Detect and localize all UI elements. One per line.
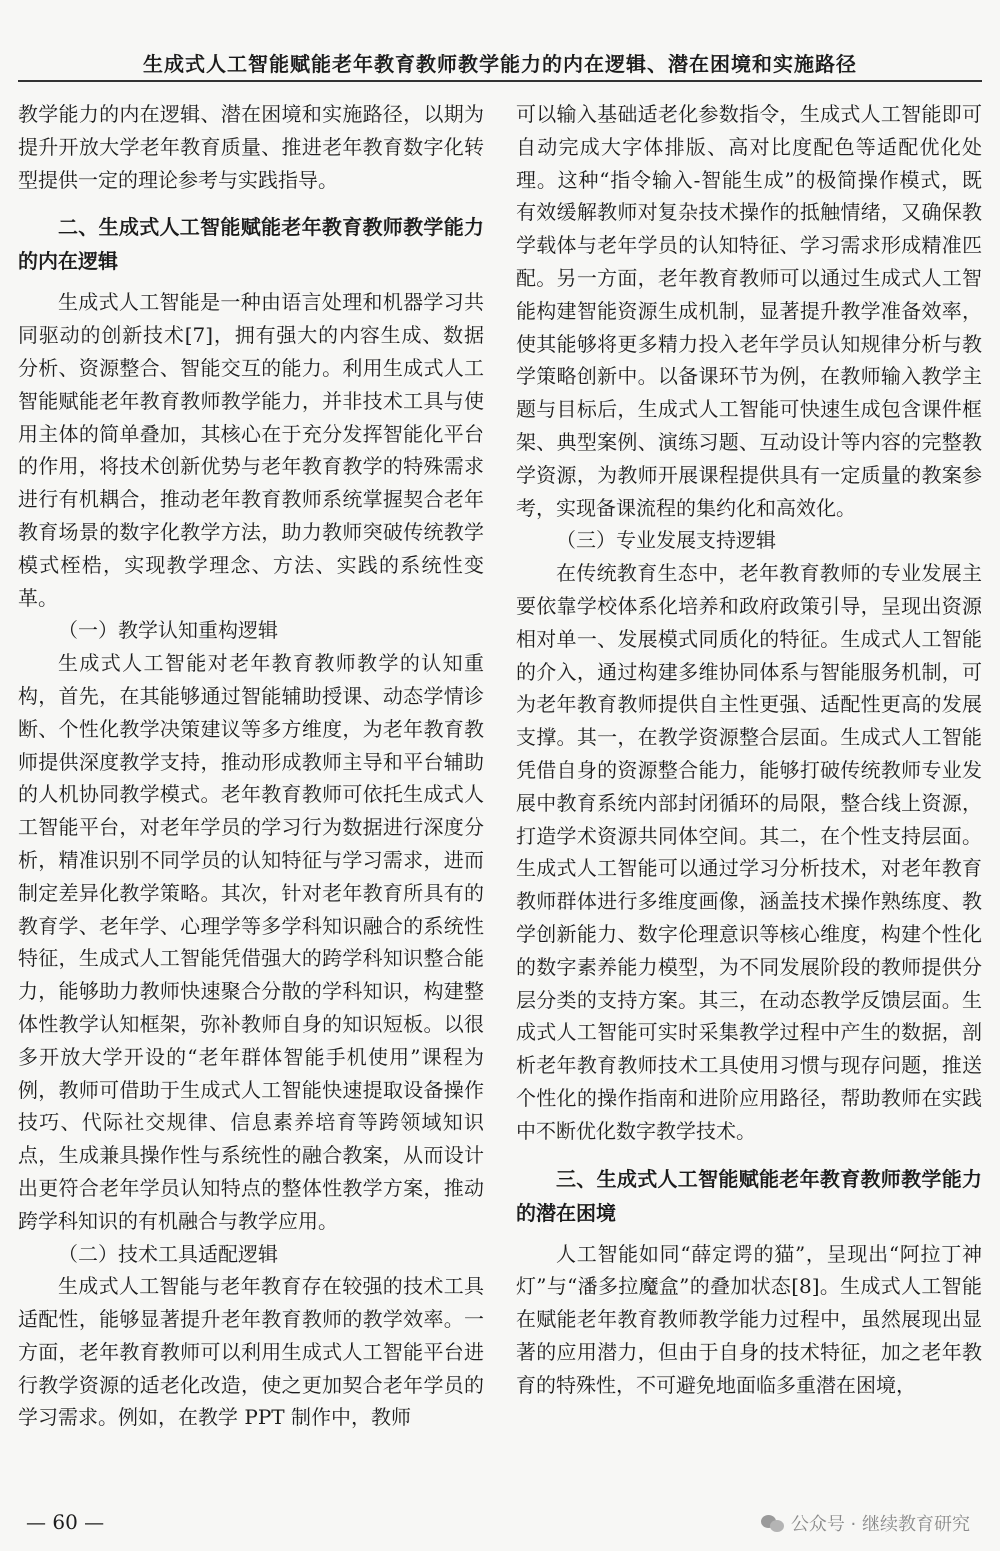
wechat-icon xyxy=(761,1513,785,1533)
left-column xyxy=(18,98,484,1434)
header-rule xyxy=(18,80,982,82)
page-number: — 60 — xyxy=(26,1510,105,1534)
section-two-paragraph: 生成式人工智能是一种由语言处理和机器学习共同驱动的创新技术[7]，拥有强大的内容生成、数据分析、资源整合、智能交互的能力。利用生成式人工智能赋能老年教育教师教学能力，并非技术工具与使用主体的简单叠加，其核心在于充分发挥智能化平台的作用，将技术创新优势与老年教育教学的特殊需求进行有机耦合，推动老年教育教师系统掌握契合老年教育场景的数字化教学方法，助力教师突破传统教学模式桎梏，实现教学理念、方法、实践的系统性变革。 xyxy=(18,290,484,610)
subsection-two-paragraph: 生成式人工智能与老年教育存在较强的技术工具适配性，能够显著提升老年教育教师的教学效率。一方面，老年教育教师可以利用生成式人工智能平台进行教学资源的适老化改造，使之更加契合老年学员的学习需求。例如，在教学 PPT 制作中，教师 xyxy=(18,1274,484,1430)
section-two-heading: 二、生成式人工智能赋能老年教育教师教学能力的内在逻辑 xyxy=(18,215,484,274)
subsection-three-paragraph: 在传统教育生态中，老年教育教师的专业发展主要依靠学校体系化培养和政府政策引导，呈现出资源相对单一、发展模式同质化的特征。生成式人工智能的介入，通过构建多维协同体系与智能服务机制，可为老年教育教师提供自主性更强、适配性更高的发展支撑。其一，在教学资源整合层面。生成式人工智能凭借自身的资源整合能力，能够打破传统教师专业发展中教育系统内部封闭循环的局限，整合线上资源，打造学术资源共同体空间。其二，在个性支持层面。生成式人工智能可以通过学习分析技术，对老年教育教师群体进行多维度画像，涵盖技术操作熟练度、教学创新能力、数字伦理意识等核心维度，构建个性化的数字素养能力模型，为不同发展阶段的教师提供分层分类的支持方案。其三，在动态教学反馈层面。生成式人工智能可实时采集教学过程中产生的数据，剖析老年教育教师技术工具使用习惯与现存问题，推送个性化的操作指南和进阶应用路径，帮助教师在实践中不断优化数字教学技术。 xyxy=(516,561,982,1143)
watermark xyxy=(761,1510,970,1536)
subsection-one-heading: （一）教学认知重构逻辑 xyxy=(58,618,278,643)
running-head: 生成式人工智能赋能老年教育教师教学能力的内在逻辑、潜在困境和实施路径 xyxy=(143,52,857,76)
right-column xyxy=(516,98,982,1401)
subsection-three-heading: （三）专业发展支持逻辑 xyxy=(556,528,776,553)
continued-paragraph: 可以输入基础适老化参数指令，生成式人工智能即可自动完成大字体排版、高对比度配色等适配优化处理。这种“指令输入-智能生成”的极简操作模式，既有效缓解教师对复杂技术操作的抵触情绪，又确保教学载体与老年学员的认知特征、学习需求形成精准匹配。另一方面，老年教育教师可以通过生成式人工智能构建智能资源生成机制，显著提升教学准备效率，使其能够将更多精力投入老年学员认知规律分析与教学策略创新中。以备课环节为例，在教师输入教学主题与目标后，生成式人工智能可快速生成包含课件框架、典型案例、演练习题、互动设计等内容的完整教学资源，为教师开展课程提供具有一定质量的教案参考，实现备课流程的集约化和高效化。 xyxy=(516,102,982,520)
subsection-two-heading: （二）技术工具适配逻辑 xyxy=(58,1241,278,1266)
section-three-heading: 三、生成式人工智能赋能老年教育教师教学能力的潜在困境 xyxy=(516,1166,982,1225)
watermark-text: 公众号 · 继续教育研究 xyxy=(790,1514,970,1535)
subsection-one-paragraph: 生成式人工智能对老年教育教师教学的认知重构，首先，在其能够通过智能辅助授课、动态学情诊断、个性化教学决策建议等多方维度，为老年教育教师提供深度教学支持，推动形成教师主导和平台辅助的人机协同教学模式。老年教育教师可依托生成式人工智能平台，对老年学员的学习行为数据进行深度分析，精准识别不同学员的认知特征与学习需求，进而制定差异化教学策略。其次，针对老年教育所具有的教育学、老年学、心理学等多学科知识融合的系统性特征，生成式人工智能凭借强大的跨学科知识整合能力，能够助力教师快速聚合分散的学科知识，构建整体性教学认知框架，弥补教师自身的知识短板。以很多开放大学开设的“老年群体智能手机使用”课程为例，教师可借助于生成式人工智能快速提取设备操作技巧、代际社交规律、信息素养培育等跨领域知识点，生成兼具操作性与系统性的融合教案，从而设计出更符合老年学员认知特点的整体性教学方案，推动跨学科知识的有机融合与教学应用。 xyxy=(18,651,484,1233)
intro-paragraph: 教学能力的内在逻辑、潜在困境和实施路径，以期为提升开放大学老年教育质量、推进老年教育数字化转型提供一定的理论参考与实践指导。 xyxy=(18,102,484,192)
section-three-paragraph: 人工智能如同“薛定谔的猫”，呈现出“阿拉丁神灯”与“潘多拉魔盒”的叠加状态[8]。生成式人工智能在赋能老年教育教师教学能力过程中，虽然展现出显著的应用潜力，但由于自身的技术特征，加之老年教育的特殊性，不可避免地面临多重潜在困境， xyxy=(516,1241,982,1397)
